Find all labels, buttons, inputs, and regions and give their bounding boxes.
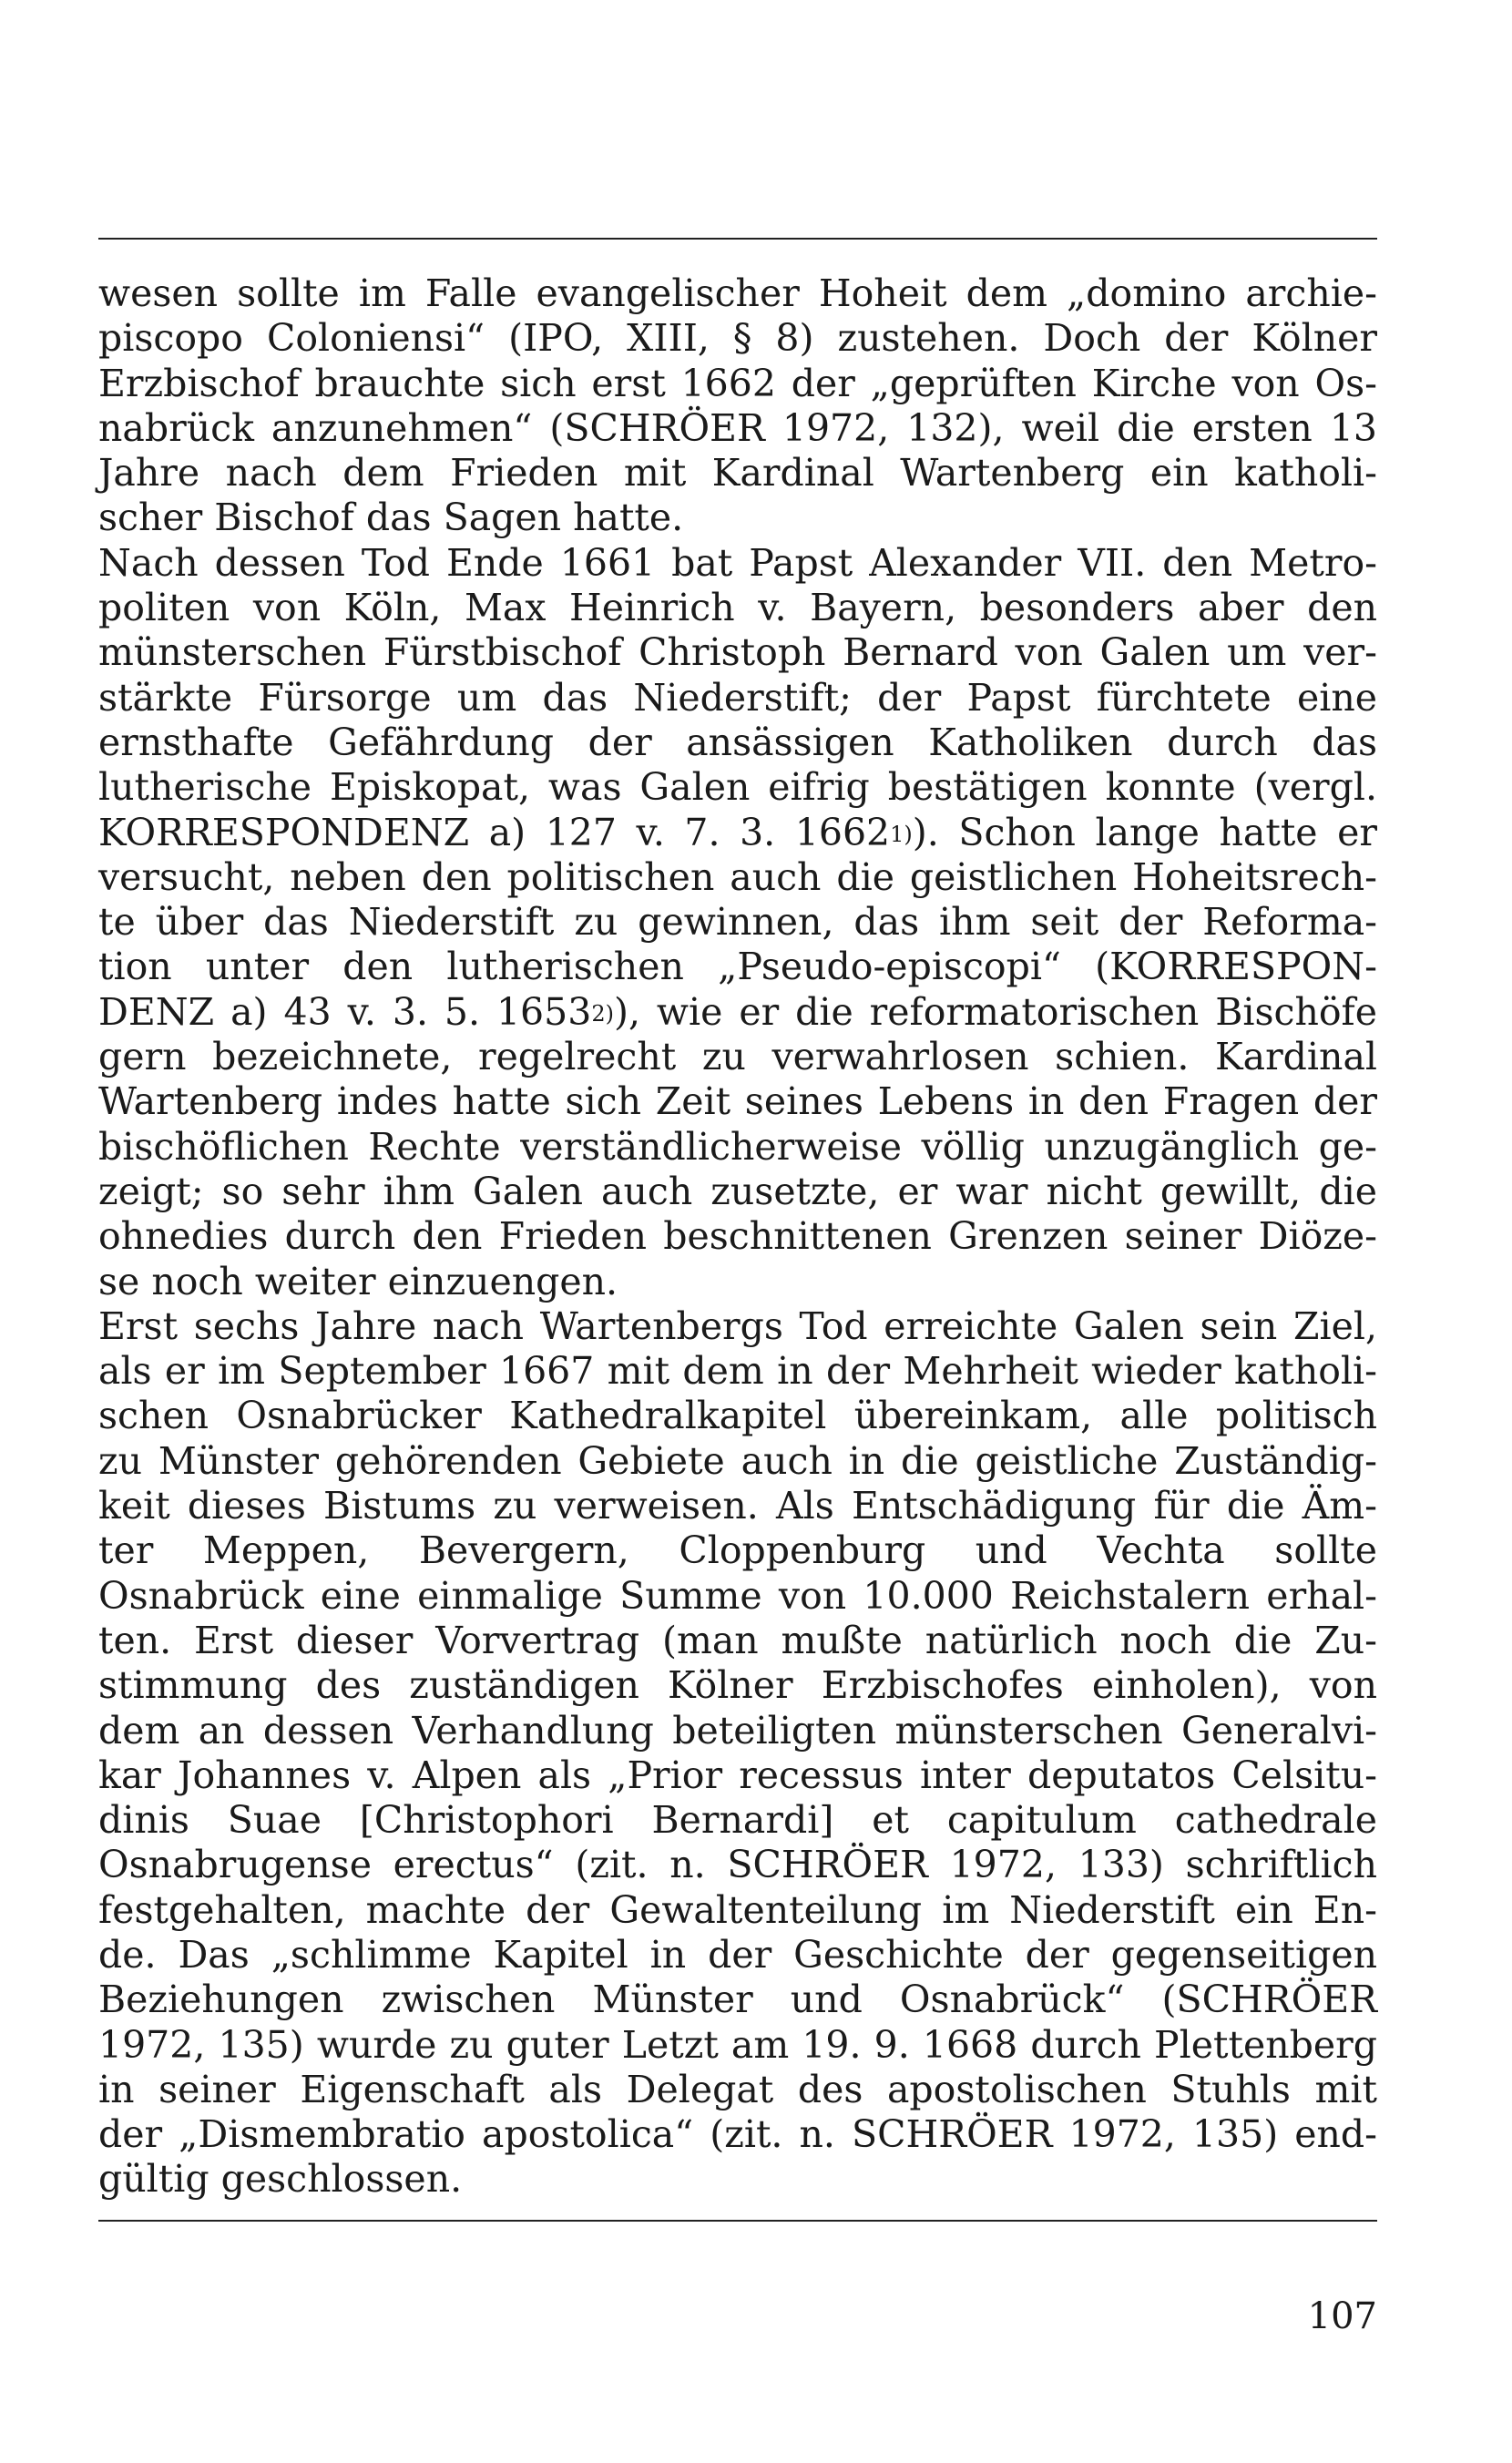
text-segment: DENZ a) 43 v. 3. 5. 1653 [98,989,592,1034]
text-line: in seiner Eigenschaft als Delegat des apostolischen Stuhls mit [98,2067,1377,2111]
text-line: politen von Köln, Max Heinrich v. Bayern, besonders aber den [98,586,1377,630]
text-line: Nach dessen Tod Ende 1661 bat Papst Alexander VII. den Metro- [98,540,1377,585]
text-line: als er im September 1667 mit dem in der Mehrheit wieder katholi- [98,1349,1377,1394]
text-line: 1972, 135) wurde zu guter Letzt am 19. 9. 1668 durch Plettenberg [98,2022,1377,2067]
text-line: tion unter den lutherischen „Pseudo-episcopi“ (KORRESPON- [98,945,1377,989]
text-line: Wartenberg indes hatte sich Zeit seines Lebens in den Fragen der [98,1079,1377,1124]
body-text [98,271,1377,2202]
text-line: kar Johannes v. Alpen als „Prior recessus inter deputatos Celsitu- [98,1753,1377,1797]
text-line: ernsthafte Gefährdung der ansässigen Katholiken durch das [98,720,1377,764]
page-number: 107 [1307,2295,1377,2337]
text-line: ten. Erst dieser Vorvertrag (man mußte natürlich noch die Zu- [98,1618,1377,1662]
text-line: de. Das „schlimme Kapitel in der Geschichte der gegenseitigen [98,1932,1377,1977]
footnote-marker: 1) [890,821,913,847]
text-line: stimmung des zuständigen Kölner Erzbischofes einholen), von [98,1663,1377,1708]
text-line: keit dieses Bistums zu verweisen. Als Entschädigung für die Äm- [98,1484,1377,1528]
text-line: Osnabrück eine einmalige Summe von 10.000 Reichstalern erhal- [98,1573,1377,1618]
text-line: zu Münster gehörenden Gebiete auch in die geistliche Zuständig- [98,1438,1377,1483]
text-line: schen Osnabrücker Kathedralkapitel übereinkam, alle politisch [98,1394,1377,1438]
text-segment: ). Schon lange hatte er [912,810,1377,854]
footnote-marker: 2) [591,1000,614,1027]
text-line: gültig geschlossen. [98,2157,463,2202]
top-rule [98,238,1377,240]
text-line: münsterschen Fürstbischof Christoph Bernard von Galen um ver- [98,630,1377,675]
text-line: scher Bischof das Sagen hatte. [98,496,684,540]
text-line: Beziehungen zwischen Münster und Osnabrück“ (SCHRÖER [98,1978,1377,2022]
text-line: Osnabrugense erectus“ (zit. n. SCHRÖER 1972, 133) schriftlich [98,1843,1377,1887]
text-line: nabrück anzunehmen“ (SCHRÖER 1972, 132), weil die ersten 13 [98,405,1377,450]
text-line-with-footnote [98,990,1377,1035]
text-line: gern bezeichnete, regelrecht zu verwahrlosen schien. Kardinal [98,1035,1377,1079]
text-line: ohnedies durch den Frieden beschnittenen Grenzen seiner Diöze- [98,1214,1377,1259]
text-line: bischöflichen Rechte verständlicherweise völlig unzugänglich ge- [98,1124,1377,1169]
text-line: dinis Suae [Christophori Bernardi] et capitulum cathedrale [98,1798,1377,1843]
text-line: se noch weiter einzuengen. [98,1259,618,1303]
text-segment: KORRESPONDENZ a) 127 v. 7. 3. 1662 [98,810,891,854]
text-line: piscopo Coloniensi“ (IPO, XIII, § 8) zustehen. Doch der Kölner [98,316,1377,361]
text-line: Erzbischof brauchte sich erst 1662 der „geprüften Kirche von Os- [98,361,1377,405]
text-line: ter Meppen, Bevergern, Cloppenburg und Vechta sollte [98,1528,1377,1573]
text-segment: ), wie er die reformatorischen Bischöfe [613,989,1377,1034]
text-line: Erst sechs Jahre nach Wartenbergs Tod erreichte Galen sein Ziel, [98,1303,1377,1348]
text-line: versucht, neben den politischen auch die geistlichen Hoheitsrech- [98,854,1377,899]
text-line: der „Dismembratio apostolica“ (zit. n. SCHRÖER 1972, 135) end- [98,2112,1377,2157]
text-line: stärkte Fürsorge um das Niederstift; der Papst fürchtete eine [98,675,1377,720]
bottom-rule [98,2220,1377,2222]
text-line: Jahre nach dem Frieden mit Kardinal Wartenberg ein katholi- [98,451,1377,496]
text-line: wesen sollte im Falle evangelischer Hoheit dem „domino archie- [98,271,1377,315]
text-line: te über das Niederstift zu gewinnen, das ihm seit der Reforma- [98,900,1377,945]
text-line: dem an dessen Verhandlung beteiligten münsterschen Generalvi- [98,1708,1377,1753]
text-line: zeigt; so sehr ihm Galen auch zusetzte, er war nicht gewillt, die [98,1169,1377,1213]
text-line: festgehalten, machte der Gewaltenteilung im Niederstift ein En- [98,1887,1377,1932]
text-line-with-footnote [98,811,1377,855]
text-line: lutherische Episkopat, was Galen eifrig bestätigen konnte (vergl. [98,765,1377,810]
